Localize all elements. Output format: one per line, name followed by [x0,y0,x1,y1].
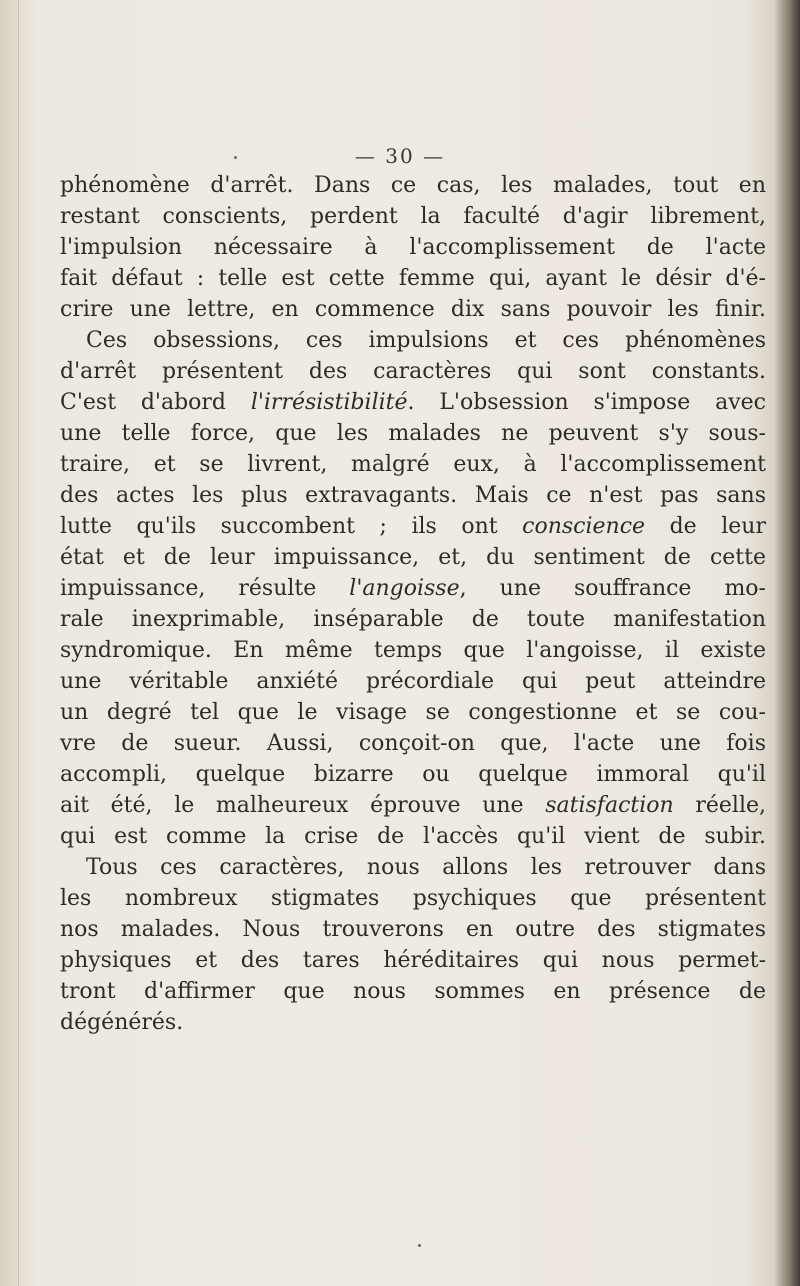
text-line: phénomène d'arrêt. Dans ce cas, les malades, tout en [60,173,766,198]
page-edge-shadow [774,0,800,1286]
text-line: Tous ces caractères, nous allons les retrouver dans [86,855,766,880]
text-line: d'arrêt présentent des caractères qui sont constants. [60,359,766,384]
text-line: rale inexprimable, inséparable de toute manifestation [60,607,766,632]
text-line: syndromique. En même temps que l'angoisse, il existe [60,638,766,663]
text-line: C'est d'abord l'irrésistibilité. L'obsession s'impose avec [60,390,766,415]
text-line: fait défaut : telle est cette femme qui, ayant le désir d'é- [60,266,766,291]
print-speck [234,156,237,159]
text-line: dégénérés. [60,1010,184,1035]
text-line: impuissance, résulte l'angoisse, une souffrance mo- [60,576,766,601]
text-line: une telle force, que les malades ne peuvent s'y sous- [60,421,766,446]
text-line: une véritable anxiété précordiale qui peut atteindre [60,669,766,694]
page-number: — 30 — [354,144,446,168]
page-binding-shadow [0,0,34,1286]
text-line: physiques et des tares héréditaires qui nous permet- [60,948,766,973]
body-text [60,170,766,1038]
text-line: tront d'affirmer que nous sommes en présence de [60,979,766,1004]
text-line: état et de leur impuissance, et, du sentiment de cette [60,545,766,570]
text-line: vre de sueur. Aussi, conçoit-on que, l'acte une fois [60,731,766,756]
text-line: les nombreux stigmates psychiques que présentent [60,886,766,911]
text-line: des actes les plus extravagants. Mais ce n'est pas sans [60,483,766,508]
text-line: Ces obsessions, ces impulsions et ces phénomènes [86,328,766,353]
text-line: traire, et se livrent, malgré eux, à l'accomplissement [60,452,766,477]
text-line: ait été, le malheureux éprouve une satisfaction réelle, [60,793,766,818]
text-line: l'impulsion nécessaire à l'accomplissement de l'acte [60,235,766,260]
text-line: un degré tel que le visage se congestionne et se cou- [60,700,766,725]
text-line: restant conscients, perdent la faculté d'agir librement, [60,204,766,229]
text-line: nos malades. Nous trouverons en outre des stigmates [60,917,766,942]
text-line: lutte qu'ils succombent ; ils ont conscience de leur [60,514,766,539]
text-line: crire une lettre, en commence dix sans pouvoir les finir. [60,297,766,322]
text-line: accompli, quelque bizarre ou quelque immoral qu'il [60,762,766,787]
text-line: qui est comme la crise de l'accès qu'il vient de subir. [60,824,766,849]
print-speck [418,1244,421,1247]
binding-crease [18,0,19,1286]
